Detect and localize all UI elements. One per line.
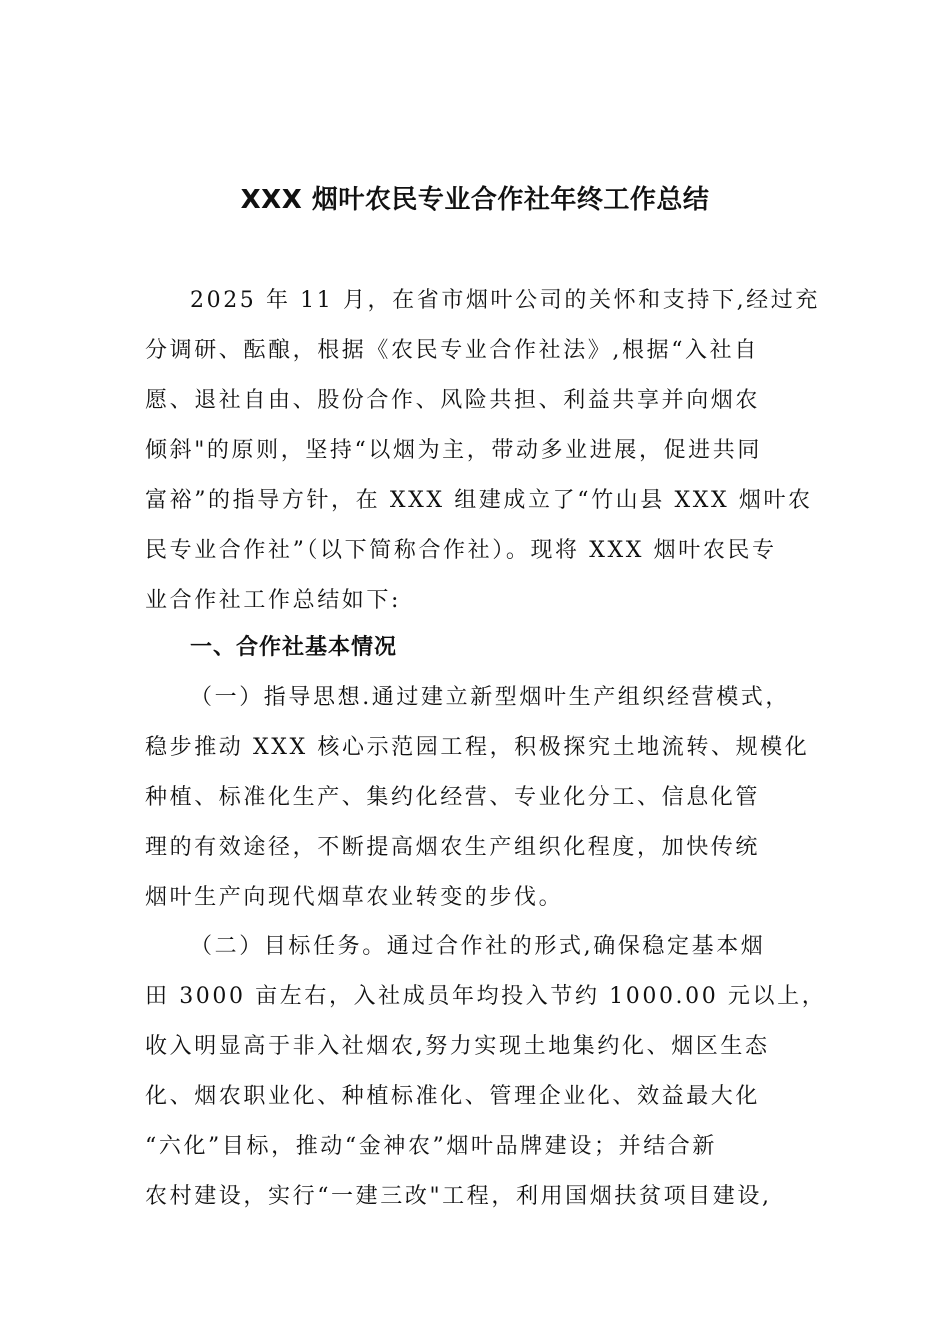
paragraph-line: （一）指导思想.通过建立新型烟叶生产组织经营模式， [190,685,790,710]
paragraph-line: （二）目标任务。通过合作社的形式,确保稳定基本烟 [190,934,766,959]
paragraph-line: 种植、标准化生产、集约化经营、专业化分工、信息化管 [145,785,761,810]
paragraph-line: 2025 年 11 月，在省市烟叶公司的关怀和支持下,经过充 [190,288,820,313]
paragraph-line: 收入明显高于非入社烟农,努力实现土地集约化、烟区生态 [145,1034,770,1059]
document-title: XXX 烟叶农民专业合作社年终工作总结 [240,185,710,215]
section-heading: 一、合作社基本情况 [190,635,398,660]
paragraph-line: 烟叶生产向现代烟草农业转变的步伐。 [145,885,564,910]
paragraph-line: 业合作社工作总结如下: [145,588,402,613]
paragraph-line: 理的有效途径，不断提高烟农生产组织化程度，加快传统 [145,835,761,860]
paragraph-line: “六化”目标，推动“金神农”烟叶品牌建设；并结合新 [145,1134,717,1159]
paragraph-line: 民专业合作社”（以下简称合作社）。现将 XXX 烟叶农民专 [145,538,777,563]
paragraph-line: 愿、退社自由、股份合作、风险共担、利益共享并向烟农 [145,388,761,413]
paragraph-line: 倾斜"的原则，坚持“以烟为主，带动多业进展，促进共同 [145,438,762,463]
paragraph-line: 富裕”的指导方针，在 XXX 组建成立了“竹山县 XXX 烟叶农 [145,488,813,513]
paragraph-line: 田 3000 亩左右，入社成员年均投入节约 1000.00 元以上， [145,984,827,1009]
paragraph-line: 化、烟农职业化、种植标准化、管理企业化、效益最大化 [145,1084,761,1109]
paragraph-line: 分调研、酝酿，根据《农民专业合作社法》,根据“入社自 [145,338,759,363]
paragraph-line: 农村建设，实行“一建三改"工程，利用国烟扶贫项目建设, [145,1184,772,1209]
paragraph-line: 稳步推动 XXX 核心示范园工程，积极探究土地流转、规模化 [145,735,810,760]
